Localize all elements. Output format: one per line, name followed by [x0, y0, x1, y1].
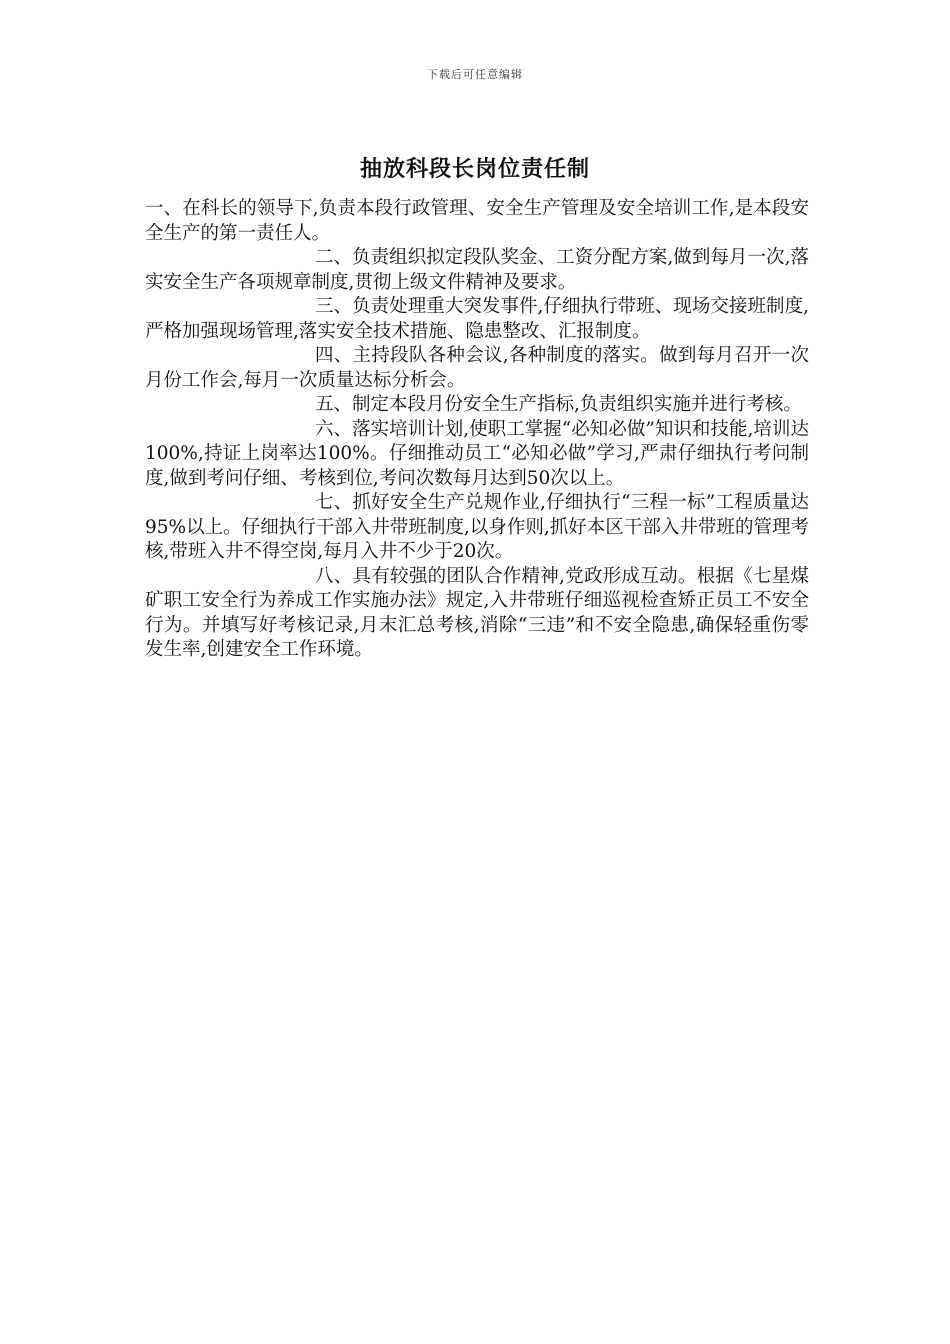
paragraph-6: 六、落实培训计划,使职工掌握“必知必做”知识和技能,培训达100%,持证上岗率达100%。仔细推动员工“必知必做”学习,严肃仔细执行考问制度,做到考问仔细、考核到位,考问次数每月达到50次以上。	[145, 418, 809, 489]
paragraph-8: 八、具有较强的团队合作精神,党政形成互动。根据《七星煤矿职工安全行为养成工作实施办法》规定,入井带班仔细巡视检查矫正员工不安全行为。并填写好考核记录,月末汇总考核,消除“三违”和不安全隐患,确保轻重伤零发生率,创建安全工作环境。	[145, 565, 809, 660]
header-note: 下载后可任意编辑	[427, 68, 523, 81]
paragraph-4: 四、主持段队各种会议,各种制度的落实。做到每月召开一次月份工作会,每月一次质量达标分析会。	[145, 345, 809, 391]
paragraph-1: 一、在科长的领导下,负责本段行政管理、安全生产管理及安全培训工作,是本段安全生产的第一责任人。	[145, 198, 809, 244]
document-title: 抽放科段长岗位责任制	[359, 156, 590, 182]
paragraph-7: 七、抓好安全生产兑规作业,仔细执行“三程一标”工程质量达95%以上。仔细执行干部入井带班制度,以身作则,抓好本区干部入井带班的管理考核,带班入井不得空岗,每月入井不少于20次。	[145, 492, 809, 562]
paragraph-5: 五、制定本段月份安全生产指标,负责组织实施并进行考核。	[315, 394, 802, 415]
paragraph-2: 二、负责组织拟定段队奖金、工资分配方案,做到每月一次,落实安全生产各项规章制度,贯彻上级文件精神及要求。	[145, 247, 809, 293]
paragraph-3: 三、负责处理重大突发事件,仔细执行带班、现场交接班制度,严格加强现场管理,落实安全技术措施、隐患整改、汇报制度。	[145, 296, 809, 342]
document-body	[145, 197, 809, 663]
